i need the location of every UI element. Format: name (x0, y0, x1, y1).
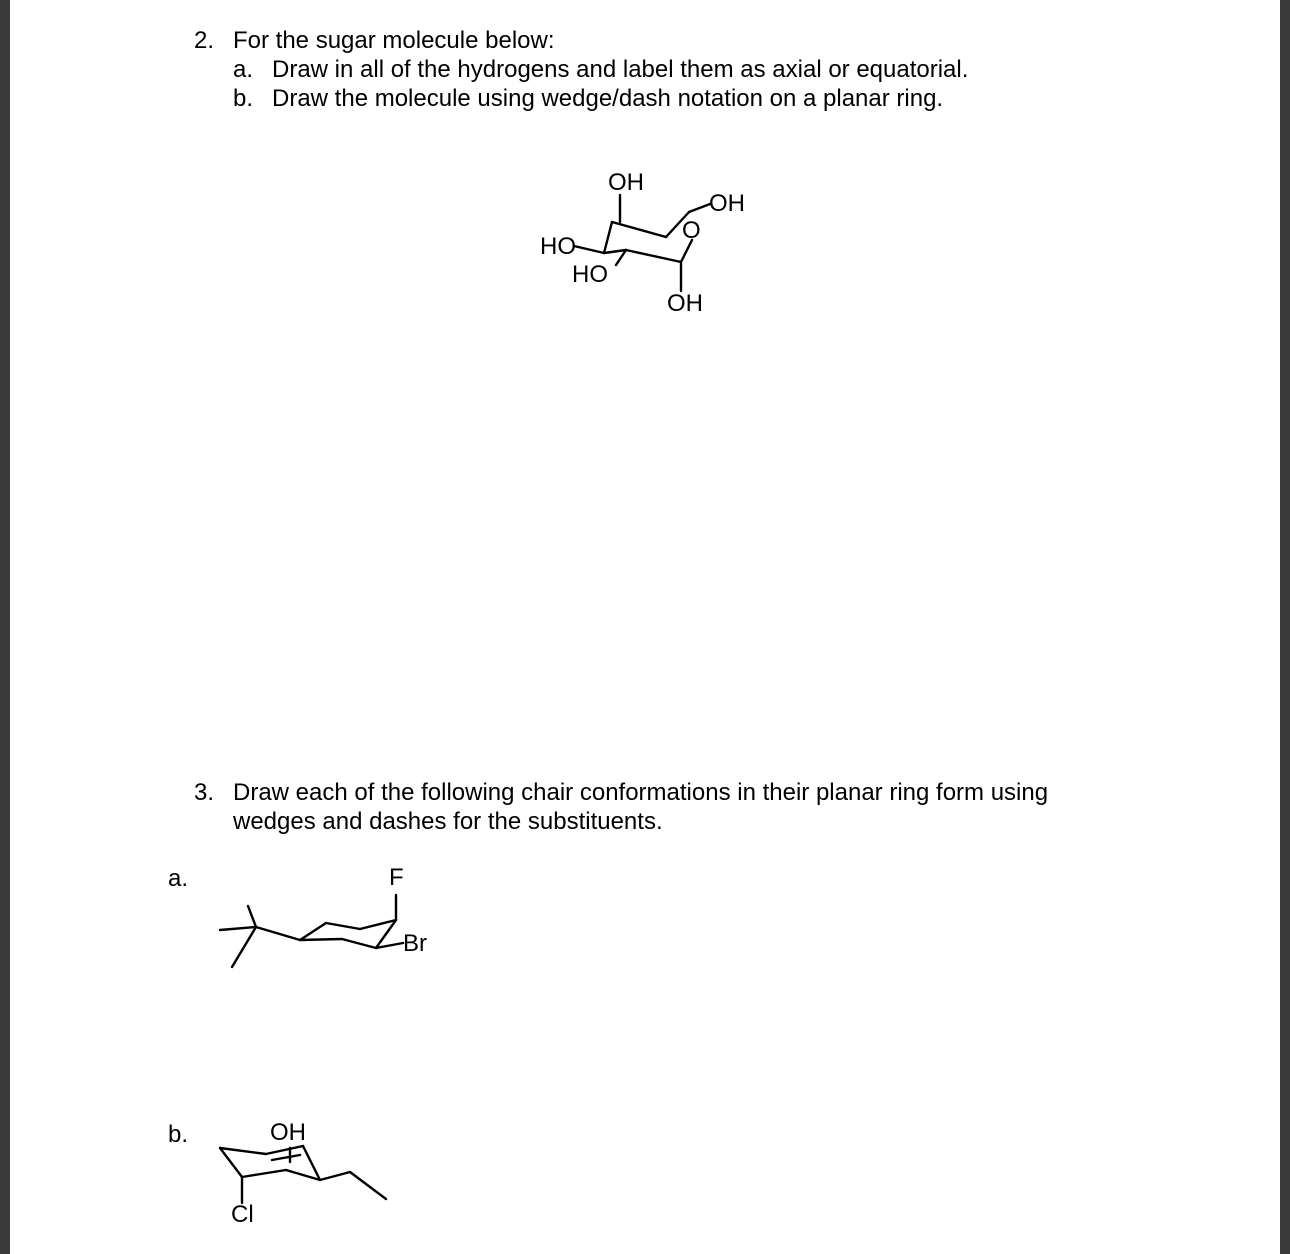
chair-b-oh-label: OH (270, 1119, 306, 1146)
sugar-ring-oxygen-label: O (682, 217, 701, 244)
q2-part-b-letter: b. (233, 85, 254, 112)
ethyl-bond (350, 1172, 386, 1199)
sugar-oh-right-label: OH (709, 190, 745, 217)
q2-part-b-text: Draw the molecule using wedge/dash notation on a planar ring. (272, 85, 944, 112)
sugar-ho-lower-label: HO (572, 261, 608, 288)
q3-item-b-letter: b. (168, 1121, 189, 1148)
ethyl-bond (320, 1172, 350, 1180)
ring-bond (242, 1170, 286, 1177)
q2-prompt: For the sugar molecule below: (233, 27, 555, 54)
chair-b-cl-label: Cl (231, 1201, 254, 1228)
chair-b-structure (10, 0, 1280, 1254)
ring-bond (220, 1148, 266, 1154)
q2-part-a-letter: a. (233, 56, 254, 83)
q3-item-a-letter: a. (168, 865, 189, 892)
q3-number: 3. (194, 779, 215, 806)
sugar-oh-bottom-label: OH (667, 290, 703, 317)
chair-a-br-label: Br (403, 930, 427, 957)
sugar-ho-left-label: HO (540, 233, 576, 260)
q3-prompt-line1: Draw each of the following chair conformations in their planar ring form using (233, 779, 1049, 806)
chair-a-f-label: F (389, 864, 404, 891)
sugar-oh-top-label: OH (608, 169, 644, 196)
ring-bond (266, 1146, 303, 1154)
q3-prompt-line2: wedges and dashes for the substituents. (233, 808, 663, 835)
q2-part-a-text: Draw in all of the hydrogens and label them as axial or equatorial. (272, 56, 969, 83)
document-page (10, 0, 1280, 1254)
equatorial-bond (272, 1155, 300, 1160)
ring-bond (220, 1148, 242, 1177)
q2-number: 2. (194, 27, 215, 54)
